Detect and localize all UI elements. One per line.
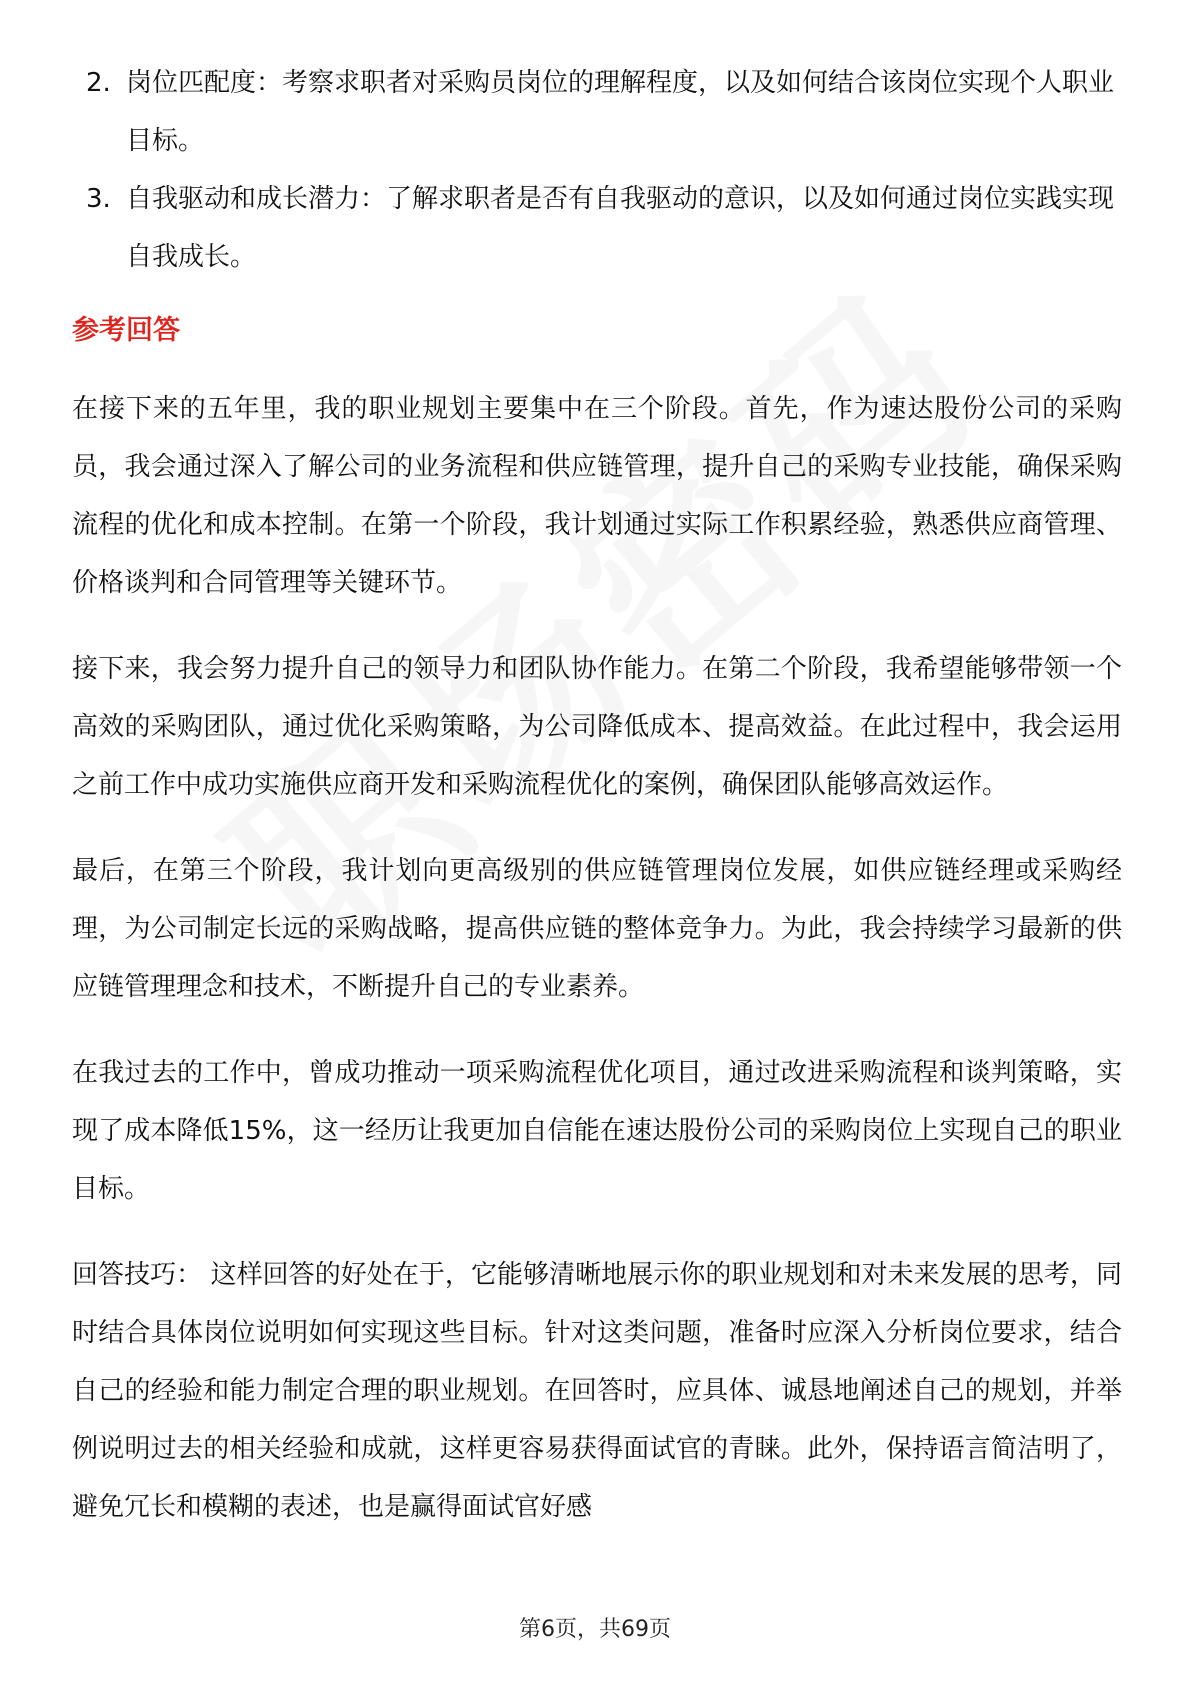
page-content (72, 54, 1122, 1564)
list-item-number: 2. (86, 68, 111, 98)
list-item (72, 170, 1122, 286)
section-title: 参考回答 (72, 315, 180, 346)
list-item-text: 自我驱动和成长潜力：了解求职者是否有自我驱动的意识，以及如何通过岗位实践实现自我成长。 (126, 184, 1115, 272)
paragraph: 回答技巧： 这样回答的好处在于，它能够清晰地展示你的职业规划和对未来发展的思考，同时结合具体岗位说明如何实现这些目标。针对这类问题，准备时应深入分析岗位要求，结合自己的经验和能力制定合理的职业规划。在回答时，应具体、诚恳地阐述自己的规划，并举例说明过去的相关经验和成就，这样更容易获得面试官的青睐。此外，保持语言简洁明了，避免冗长和模糊的表述，也是赢得面试官好感 (72, 1260, 1122, 1522)
list-item-number: 3. (86, 184, 111, 214)
paragraph: 最后，在第三个阶段，我计划向更高级别的供应链管理岗位发展，如供应链经理或采购经理，为公司制定长远的采购战略，提高供应链的整体竞争力。为此，我会持续学习最新的供应链管理理念和技术，不断提升自己的专业素养。 (72, 856, 1122, 1002)
list-item (72, 54, 1122, 170)
paragraph: 在我过去的工作中，曾成功推动一项采购流程优化项目，通过改进采购流程和谈判策略，实现了成本降低15%，这一经历让我更加自信能在速达股份公司的采购岗位上实现自己的职业目标。 (72, 1058, 1122, 1204)
paragraph: 接下来，我会努力提升自己的领导力和团队协作能力。在第二个阶段，我希望能够带领一个高效的采购团队，通过优化采购策略，为公司降低成本、提高效益。在此过程中，我会运用之前工作中成功实施供应商开发和采购流程优化的案例，确保团队能够高效运作。 (72, 654, 1122, 800)
paragraph: 在接下来的五年里，我的职业规划主要集中在三个阶段。首先，作为速达股份公司的采购员，我会通过深入了解公司的业务流程和供应链管理，提升自己的采购专业技能，确保采购流程的优化和成本控制。在第一个阶段，我计划通过实际工作积累经验，熟悉供应商管理、价格谈判和合同管理等关键环节。 (72, 394, 1122, 598)
list-item-text: 岗位匹配度：考察求职者对采购员岗位的理解程度，以及如何结合该岗位实现个人职业目标。 (126, 68, 1115, 156)
page-footer: 第6页，共69页 (519, 1617, 671, 1642)
